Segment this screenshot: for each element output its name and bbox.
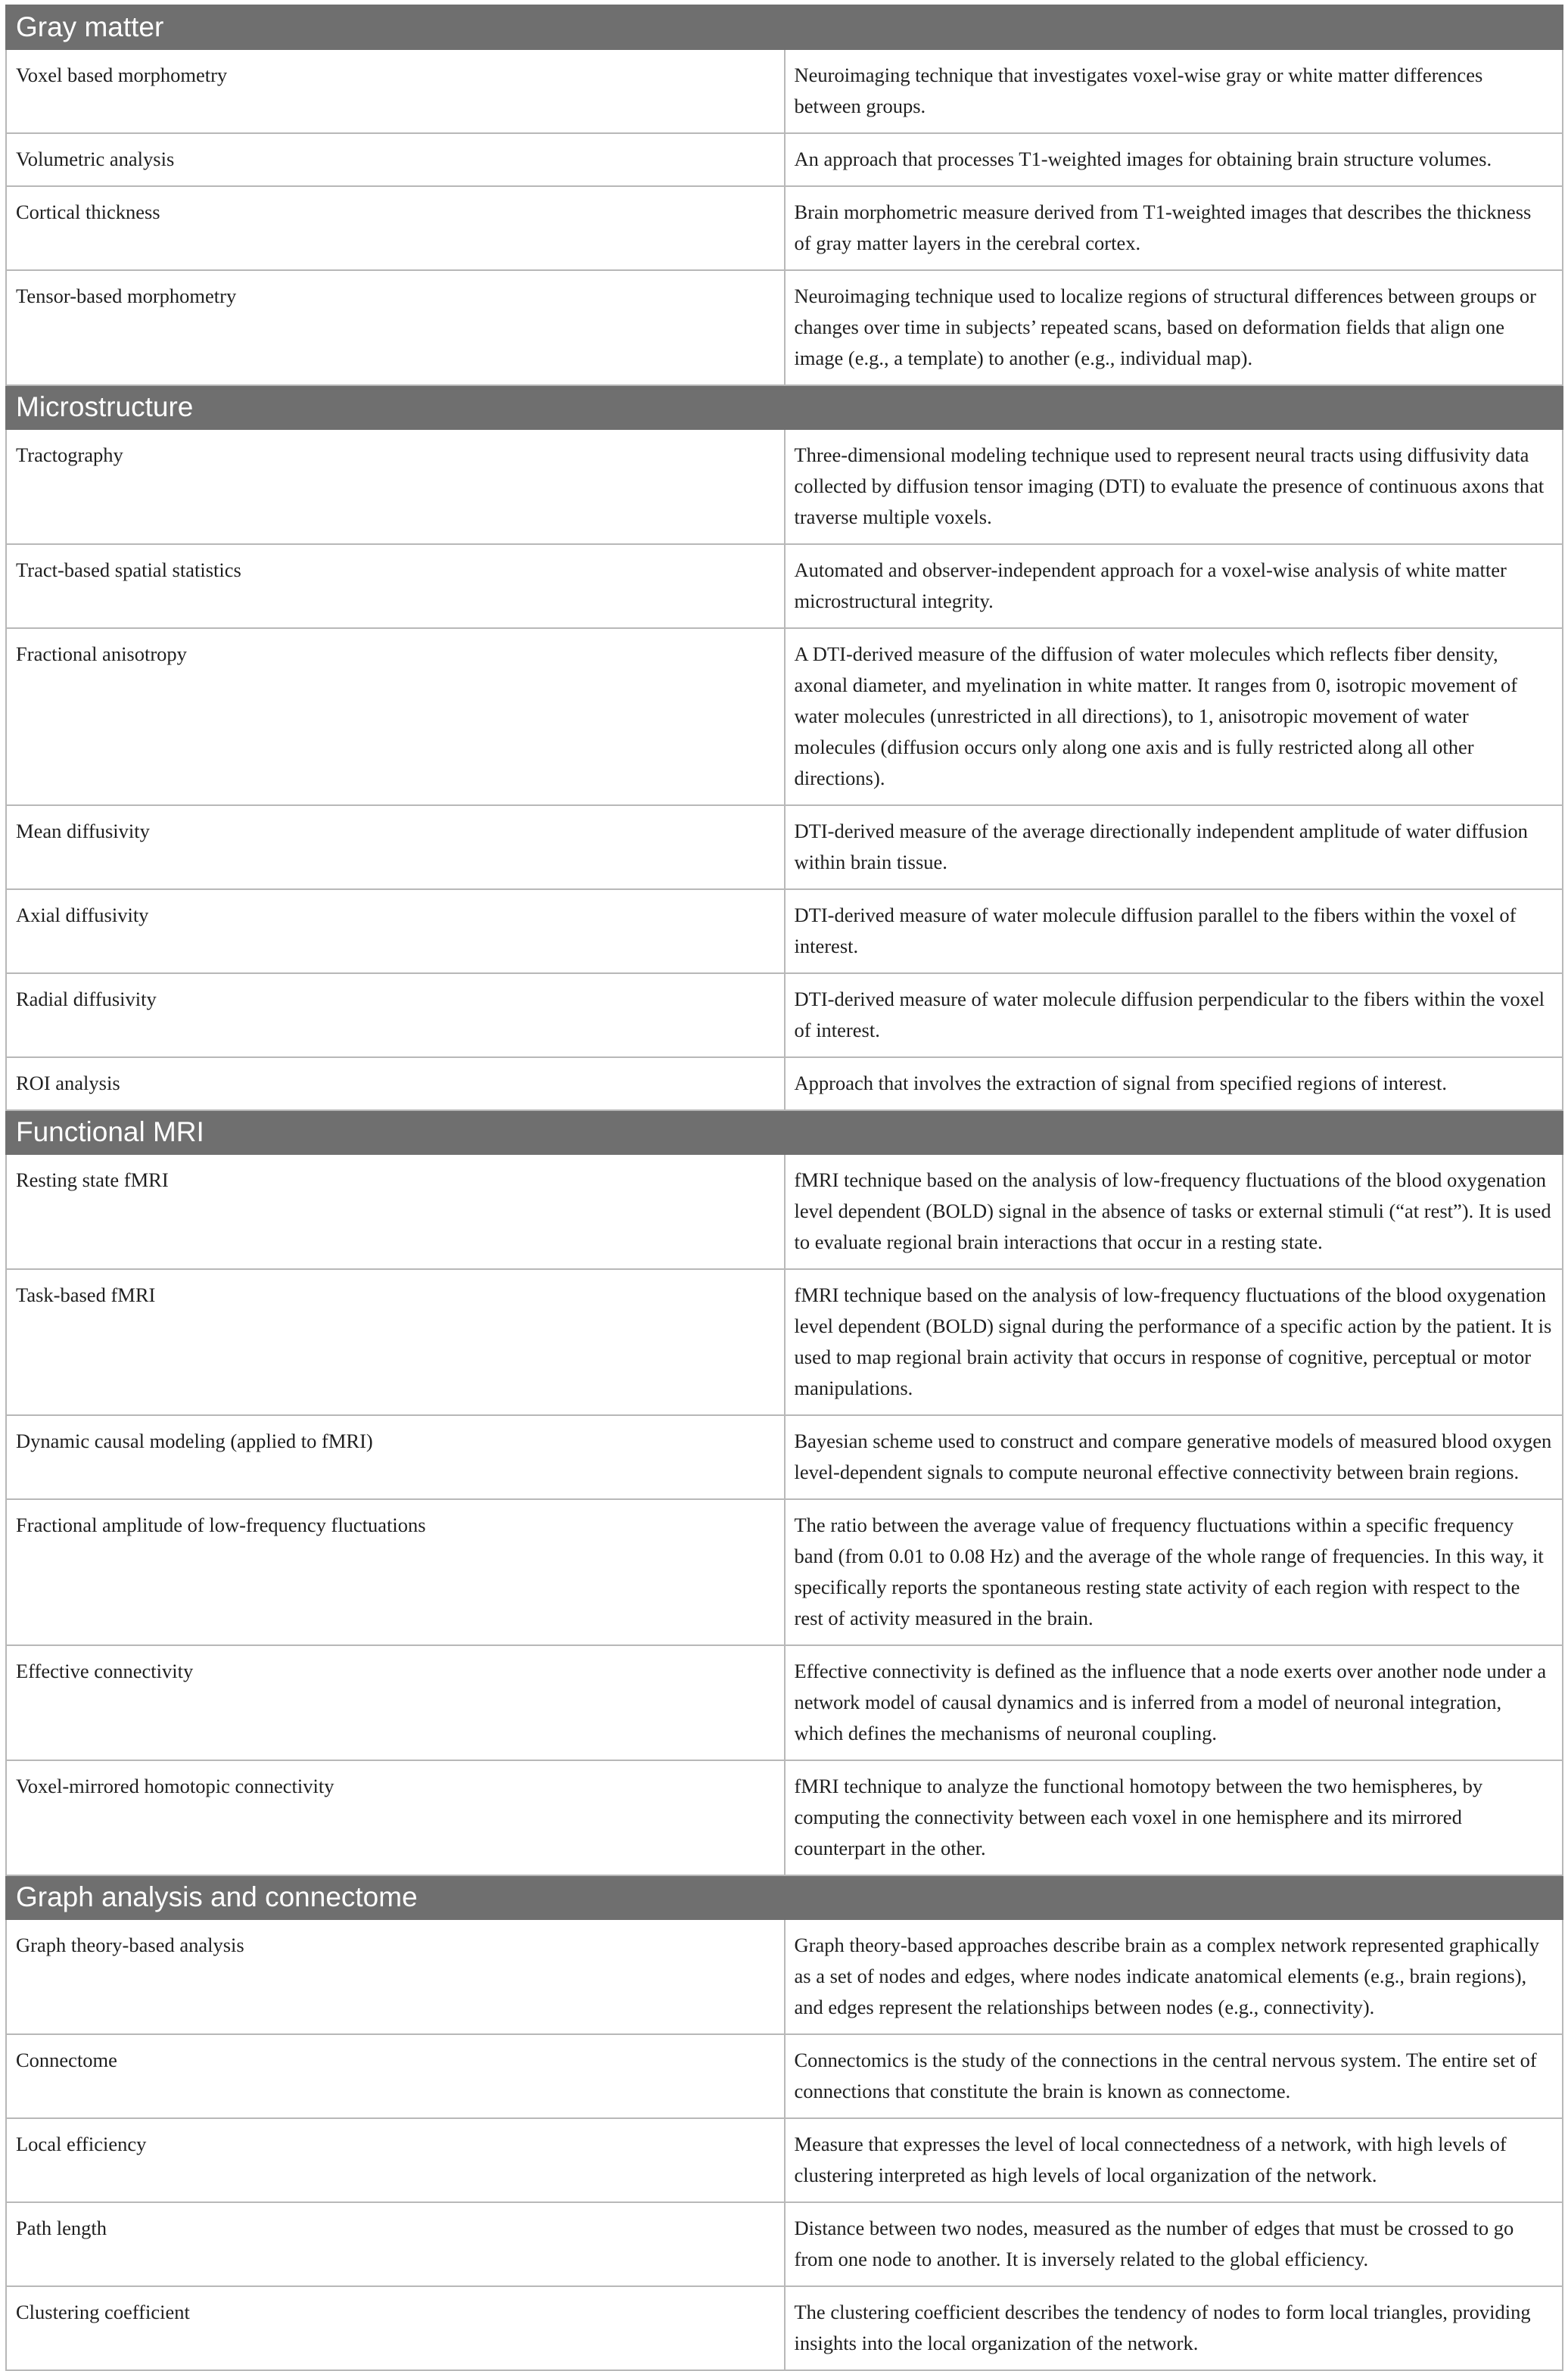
- definition-cell: Bayesian scheme used to construct and compare generative models of measured blood oxygen level-dependent signals to compute neuronal effective connectivity between brain regions.: [785, 1415, 1563, 1499]
- term-cell: Graph theory-based analysis: [6, 1919, 785, 2034]
- section-header-row: [6, 385, 1563, 429]
- definition-cell: Effective connectivity is defined as the influence that a node exerts over another node under a network model of causal dynamics and is inferred from a model of neuronal integration, which defines the mechanisms of neuronal coupling.: [785, 1645, 1563, 1760]
- table-row: [6, 1919, 1563, 2034]
- definition-cell: The clustering coefficient describes the tendency of nodes to form local triangles, providing insights into the local organization of the network.: [785, 2286, 1563, 2370]
- table-row: [6, 628, 1563, 805]
- definition-cell: DTI-derived measure of the average directionally independent amplitude of water diffusion within brain tissue.: [785, 805, 1563, 889]
- definition-cell: DTI-derived measure of water molecule diffusion parallel to the fibers within the voxel of interest.: [785, 889, 1563, 973]
- table-row: [6, 1057, 1563, 1110]
- definition-cell: The ratio between the average value of frequency fluctuations within a specific frequency band (from 0.01 to 0.08 Hz) and the average of the whole range of frequencies. In this way, it specifically reports the spontaneous resting state activity of each region with respect to the rest of activity measured in the brain.: [785, 1499, 1563, 1645]
- term-cell: ROI analysis: [6, 1057, 785, 1110]
- definition-cell: Connectomics is the study of the connections in the central nervous system. The entire set of connections that constitute the brain is known as connectome.: [785, 2034, 1563, 2118]
- section-title: Microstructure: [6, 385, 1563, 429]
- table-row: [6, 2286, 1563, 2370]
- definition-cell: An approach that processes T1-weighted images for obtaining brain structure volumes.: [785, 133, 1563, 186]
- definition-cell: DTI-derived measure of water molecule diffusion perpendicular to the fibers within the voxel of interest.: [785, 973, 1563, 1057]
- definition-cell: Measure that expresses the level of local connectedness of a network, with high levels of clustering interpreted as high levels of local organization of the network.: [785, 2118, 1563, 2202]
- term-cell: Connectome: [6, 2034, 785, 2118]
- section-header-row: [6, 1110, 1563, 1154]
- section-title: Gray matter: [6, 5, 1563, 49]
- term-cell: Voxel-mirrored homotopic connectivity: [6, 1760, 785, 1875]
- definition-cell: fMRI technique based on the analysis of low-frequency fluctuations of the blood oxygenation level dependent (BOLD) signal in the absence of tasks or external stimuli (“at rest”). It is used to evaluate regional brain interactions that occur in a resting state.: [785, 1154, 1563, 1269]
- term-cell: Resting state fMRI: [6, 1154, 785, 1269]
- table-row: [6, 186, 1563, 270]
- glossary-table: [5, 5, 1563, 2371]
- term-cell: Cortical thickness: [6, 186, 785, 270]
- term-cell: Effective connectivity: [6, 1645, 785, 1760]
- table-row: [6, 133, 1563, 186]
- term-cell: Volumetric analysis: [6, 133, 785, 186]
- section-title: Graph analysis and connectome: [6, 1875, 1563, 1919]
- term-cell: Local efficiency: [6, 2118, 785, 2202]
- table-row: [6, 270, 1563, 385]
- table-row: [6, 1499, 1563, 1645]
- table-row: [6, 1154, 1563, 1269]
- term-cell: Dynamic causal modeling (applied to fMRI): [6, 1415, 785, 1499]
- table-row: [6, 544, 1563, 628]
- table-row: [6, 805, 1563, 889]
- table-row: [6, 2034, 1563, 2118]
- term-cell: Axial diffusivity: [6, 889, 785, 973]
- table-row: [6, 1415, 1563, 1499]
- term-cell: Voxel based morphometry: [6, 49, 785, 133]
- definition-cell: Graph theory-based approaches describe brain as a complex network represented graphically as a set of nodes and edges, where nodes indicate anatomical elements (e.g., brain regions), and edges represent the relationships between nodes (e.g., connectivity).: [785, 1919, 1563, 2034]
- section-header-row: [6, 1875, 1563, 1919]
- term-cell: Mean diffusivity: [6, 805, 785, 889]
- table-row: [6, 49, 1563, 133]
- table-row: [6, 2118, 1563, 2202]
- term-cell: Radial diffusivity: [6, 973, 785, 1057]
- term-cell: Fractional amplitude of low-frequency fluctuations: [6, 1499, 785, 1645]
- table-row: [6, 889, 1563, 973]
- definition-cell: A DTI-derived measure of the diffusion of water molecules which reflects fiber density, axonal diameter, and myelination in white matter. It ranges from 0, isotropic movement of water molecules (unrestricted in all directions), to 1, anisotropic movement of water molecules (diffusion occurs only along one axis and is fully restricted along all other directions).: [785, 628, 1563, 805]
- section-title: Functional MRI: [6, 1110, 1563, 1154]
- definition-cell: Brain morphometric measure derived from T1-weighted images that describes the thickness of gray matter layers in the cerebral cortex.: [785, 186, 1563, 270]
- section-header-row: [6, 5, 1563, 49]
- definition-cell: Three-dimensional modeling technique used to represent neural tracts using diffusivity data collected by diffusion tensor imaging (DTI) to evaluate the presence of continuous axons that traverse multiple voxels.: [785, 429, 1563, 544]
- definition-cell: Automated and observer-independent approach for a voxel-wise analysis of white matter microstructural integrity.: [785, 544, 1563, 628]
- term-cell: Task-based fMRI: [6, 1269, 785, 1415]
- table-row: [6, 973, 1563, 1057]
- term-cell: Fractional anisotropy: [6, 628, 785, 805]
- term-cell: Tensor-based morphometry: [6, 270, 785, 385]
- term-cell: Tractography: [6, 429, 785, 544]
- definition-cell: Neuroimaging technique that investigates voxel-wise gray or white matter differences between groups.: [785, 49, 1563, 133]
- table-row: [6, 1645, 1563, 1760]
- glossary-table-body: [6, 5, 1563, 2370]
- table-row: [6, 1269, 1563, 1415]
- term-cell: Clustering coefficient: [6, 2286, 785, 2370]
- table-row: [6, 429, 1563, 544]
- table-row: [6, 1760, 1563, 1875]
- definition-cell: fMRI technique to analyze the functional homotopy between the two hemispheres, by computing the connectivity between each voxel in one hemisphere and its mirrored counterpart in the other.: [785, 1760, 1563, 1875]
- table-row: [6, 2202, 1563, 2286]
- definition-cell: fMRI technique based on the analysis of low-frequency fluctuations of the blood oxygenation level dependent (BOLD) signal during the performance of a specific action by the patient. It is used to map regional brain activity that occurs in response of cognitive, perceptual or motor manipulations.: [785, 1269, 1563, 1415]
- term-cell: Tract-based spatial statistics: [6, 544, 785, 628]
- definition-cell: Approach that involves the extraction of signal from specified regions of interest.: [785, 1057, 1563, 1110]
- definition-cell: Neuroimaging technique used to localize regions of structural differences between groups or changes over time in subjects’ repeated scans, based on deformation fields that align one image (e.g., a template) to another (e.g., individual map).: [785, 270, 1563, 385]
- definition-cell: Distance between two nodes, measured as the number of edges that must be crossed to go from one node to another. It is inversely related to the global efficiency.: [785, 2202, 1563, 2286]
- term-cell: Path length: [6, 2202, 785, 2286]
